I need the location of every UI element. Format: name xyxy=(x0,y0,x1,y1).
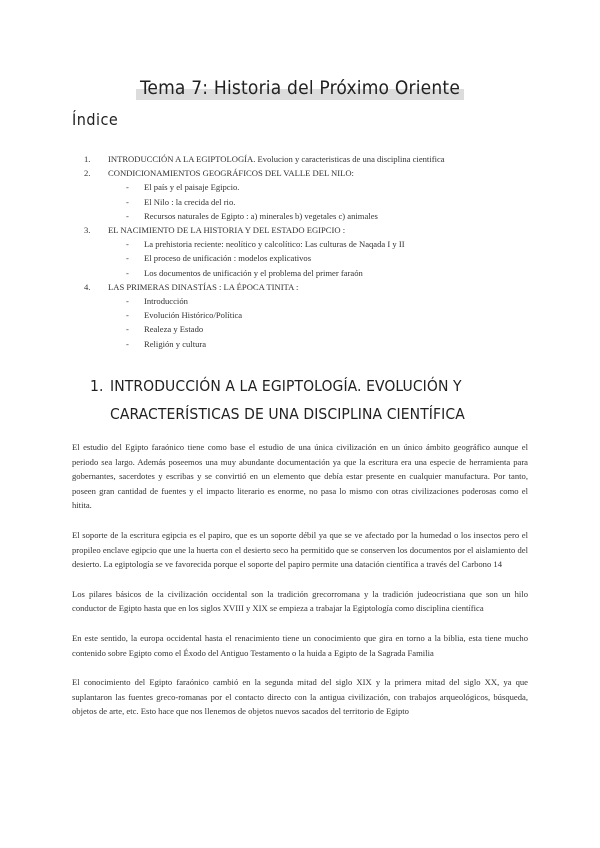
toc-item-number: 2. xyxy=(84,168,91,179)
section-heading xyxy=(90,372,530,428)
paragraph: Los pilares básicos de la civilización occidental son la tradición grecorromana y la tradición judeocristiana que son un hilo conductor de Egipto hasta que en los siglos XVIII y XIX se empieza a trabajar la Egiptología como disciplina científica xyxy=(72,588,528,614)
toc-subitem xyxy=(84,209,445,223)
toc-item xyxy=(84,166,445,180)
toc-subitem xyxy=(84,266,445,280)
toc-subitem-label: Recursos naturales de Egipto : a) minerales b) vegetales c) animales xyxy=(144,210,378,221)
title-wrap xyxy=(0,76,600,100)
toc-subitem-label: Introducción xyxy=(144,296,188,307)
paragraph: En este sentido, la europa occidental hasta el renacimiento tiene un conocimiento que gira en torno a la biblia, esta tiene mucho contenido sobre Egipto como el Éxodo del Antiguo Testamento o la huida a Egipto de la Sagrada Familia xyxy=(72,632,528,658)
toc-subitem-label: Realeza y Estado xyxy=(144,324,204,335)
dash-bullet-icon: - xyxy=(126,210,129,221)
toc-item-label: LAS PRIMERAS DINASTÍAS : LA ÉPOCA TINITA : xyxy=(108,281,299,292)
section-number: 1. xyxy=(90,377,104,395)
toc-subitem-label: El proceso de unificación : modelos explicativos xyxy=(144,253,312,264)
index-heading: Índice xyxy=(72,110,119,129)
dash-bullet-icon: - xyxy=(126,324,129,335)
toc-subitem xyxy=(84,195,445,209)
toc-subitem-label: Religión y cultura xyxy=(144,338,207,349)
toc-item-label: CONDICIONAMIENTOS GEOGRÁFICOS DEL VALLE DEL NILO: xyxy=(108,168,354,179)
toc-subitem-label: Los documentos de unificación y el problema del primer faraón xyxy=(144,267,363,278)
toc-item-number: 1. xyxy=(84,154,91,164)
toc-item-number: 4. xyxy=(84,281,91,292)
body-text xyxy=(72,440,528,734)
toc-subitem xyxy=(84,322,445,336)
dash-bullet-icon: - xyxy=(126,296,129,307)
toc-item-label: EL NACIMIENTO DE LA HISTORIA Y DEL ESTADO EGIPCIO : xyxy=(108,225,346,236)
toc-item-number: 3. xyxy=(84,225,91,236)
toc-subitem xyxy=(84,237,445,251)
toc-subitem xyxy=(84,337,445,351)
paragraph: El soporte de la escritura egipcia es el papiro, que es un soporte débil ya que se ve afectado por la humedad o los insectos pero el propileo enclave egipcio que une la huerta con el desierto seco ha permitido que se conserven los documentos por el aislamiento del desierto. La egiptología se ve favorecida porque el soporte del papiro permite una datación científica a través del Carbono 14 xyxy=(72,529,528,570)
paragraph: El estudio del Egipto faraónico tiene como base el estudio de una única civilización en un único ámbito geográfico aunque el periodo sea largo. Además poseemos una muy abundante documentación ya que la escritura era una especie de herramienta para gobernantes, sacerdotes y escribas y se convirtió en un elemento que debía estar presente en cualquier manufactura. Por tanto, poseen gran cantidad de fuentes y el impacto literario es enorme, no pasa lo mismo con otras civilizaciones poderosas como el hitita. xyxy=(72,442,528,511)
toc-subitem-label: La prehistoria reciente: neolítico y calcolítico: Las culturas de Naqada I y II xyxy=(144,239,405,250)
toc-subitem xyxy=(84,308,445,322)
dash-bullet-icon: - xyxy=(126,310,129,321)
dash-bullet-icon: - xyxy=(126,253,129,264)
toc-subitem xyxy=(84,180,445,194)
paragraph: El conocimiento del Egipto faraónico cambió en la segunda mitad del siglo XIX y la primera mitad del siglo XX, ya que suplantaron las fuentes greco-romanas por el contacto directo con la antigua civilización, con trabajos arqueológicos, búsqueda, objetos de arte, etc. Esto hace que nos llenemos de objetos nuevos sacados del territorio de Egipto xyxy=(72,677,528,717)
dash-bullet-icon: - xyxy=(126,196,129,207)
page-title: Tema 7: Historia del Próximo Oriente xyxy=(136,76,464,100)
toc-subitem-label: El país y el paisaje Egipcio. xyxy=(144,182,240,193)
toc-subitem xyxy=(84,251,445,265)
table-of-contents xyxy=(84,152,445,351)
dash-bullet-icon: - xyxy=(126,267,129,278)
toc-item-label: INTRODUCCIÓN A LA EGIPTOLOGÍA. Evolucion y caracteristicas de una disciplina cientifica xyxy=(108,154,445,164)
toc-item xyxy=(84,223,445,237)
dash-bullet-icon: - xyxy=(126,338,129,349)
toc-subitem xyxy=(84,294,445,308)
section-title: INTRODUCCIÓN A LA EGIPTOLOGÍA. EVOLUCIÓN Y CARACTERÍSTICAS DE UNA DISCIPLINA CIENTÍFICA xyxy=(110,377,465,423)
dash-bullet-icon: - xyxy=(126,239,129,250)
toc-item xyxy=(84,152,445,166)
dash-bullet-icon: - xyxy=(126,182,129,193)
toc-item xyxy=(84,280,445,294)
toc-subitem-label: El Nilo : la crecida del rio. xyxy=(144,196,236,207)
toc-subitem-label: Evolución Histórico/Política xyxy=(144,310,243,321)
